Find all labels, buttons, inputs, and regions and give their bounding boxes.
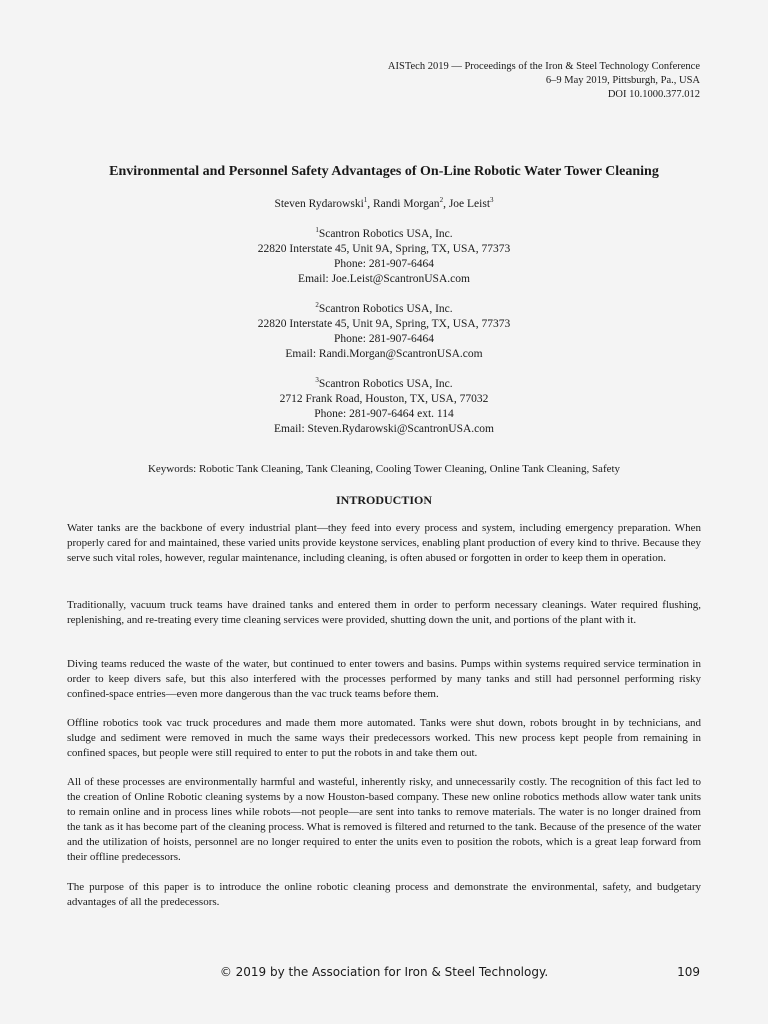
conference-header xyxy=(388,60,700,102)
affiliation-email: Email: Joe.Leist@ScantronUSA.com xyxy=(298,272,470,285)
doi: DOI 10.1000.377.012 xyxy=(607,89,700,100)
affiliation-address: 22820 Interstate 45, Unit 9A, Spring, TX, USA, 77373 xyxy=(257,317,511,330)
body-paragraph: All of these processes are environmentally harmful and wasteful, inherently risky, and unnecessarily costly. The recognition of this fact led to the creation of Online Robotic cleaning systems by a now Houston-based company. These new online robotics methods allow water tank units to remain online and in process lines while robots—not people—are sent into tanks to remove materials. The water is no longer drained from the tank as it has become part of the cleaning process. What is removed is filtered and returned to the tank. Because of the presence of the water and the utilization of hoists, personnel are no longer required to enter the units even to position the robots, which is a great leap forward from their offline predecessors. xyxy=(67,776,701,863)
author-list: Steven Rydarowski$^1$, Randi Morgan$^2$, Joe Leist$^3$ xyxy=(274,196,494,210)
affiliation-address: 2712 Frank Road, Houston, TX, USA, 77032 xyxy=(279,392,489,405)
keywords: Keywords: Robotic Tank Cleaning, Tank Cleaning, Cooling Tower Cleaning, Online Tank Cleaning, Safety xyxy=(147,463,621,475)
affiliation-org: Scantron Robotics USA, Inc. xyxy=(318,227,453,240)
affiliation-phone: Phone: 281-907-6464 xyxy=(334,257,434,270)
paper-title: Environmental and Personnel Safety Advantages of On-Line Robotic Water Tower Cleaning xyxy=(109,164,659,179)
conference-date-location: 6–9 May 2019, Pittsburgh, Pa., USA xyxy=(545,75,700,86)
page-number: 109 xyxy=(677,965,700,979)
body-paragraph: Offline robotics took vac truck procedures and made them more automated. Tanks were shut down, robots brought in by technicians, and sludge and sediment were removed in much the same ways their predecessors worked. This new process kept people from remaining in confined spaces, but people were still required to enter to put the robots in and take them out. xyxy=(67,717,701,759)
affiliation-email: Email: Steven.Rydarowski@ScantronUSA.com xyxy=(274,422,494,435)
affiliation-sup: 1 xyxy=(315,226,319,234)
copyright-footer: © 2019 by the Association for Iron & Steel Technology. xyxy=(219,965,549,979)
author-name: Joe Leist xyxy=(448,197,491,210)
affiliation-block xyxy=(60,223,708,287)
author-sup: 3 xyxy=(490,196,494,204)
section-heading: INTRODUCTION xyxy=(335,493,432,507)
affiliation-phone: Phone: 281-907-6464 xyxy=(334,332,434,345)
affiliation-address: 22820 Interstate 45, Unit 9A, Spring, TX, USA, 77373 xyxy=(257,242,511,255)
body-paragraph: The purpose of this paper is to introduce the online robotic cleaning process and demonstrate the environmental, safety, and budgetary advantages of all the predecessors. xyxy=(67,881,701,908)
affiliation-sup: 3 xyxy=(315,376,319,384)
author-name: Steven Rydarowski xyxy=(274,197,364,210)
affiliation-email: Email: Randi.Morgan@ScantronUSA.com xyxy=(285,347,483,360)
affiliation-sup: 2 xyxy=(315,301,319,309)
conference-name: AISTech 2019 — Proceedings of the Iron & Steel Technology Conference xyxy=(387,61,700,72)
author-sup: 2 xyxy=(439,196,444,204)
affiliation-block xyxy=(60,373,708,437)
affiliation-block xyxy=(60,298,708,362)
body-paragraph: Traditionally, vacuum truck teams have drained tanks and entered them in order to perform necessary cleanings. Water required flushing, replenishing, and re-treating every time cleaning services were provided, shutting down the unit, and portions of the plant with it. xyxy=(67,599,701,626)
affiliation-org: Scantron Robotics USA, Inc. xyxy=(318,377,453,390)
author-name: Randi Morgan xyxy=(373,197,440,210)
body-paragraph: Diving teams reduced the waste of the water, but continued to enter towers and basins. Pumps within systems required service termination in order to keep divers safe, but this also interfered with the processes performed by many tanks and still had personnel performing risky confined-space entries—even more dangerous than the vac truck teams before them. xyxy=(67,658,701,700)
author-sup: 1 xyxy=(363,196,368,204)
body-paragraph: Water tanks are the backbone of every industrial plant—they feed into every process and system, including emergency preparation. When properly cared for and maintained, these varied units provide keystone services, enabling plant production of every kind to thrive. Because they serve such vital roles, however, regular maintenance, including cleaning, is often abused or forgotten in order to keep them in operation. xyxy=(67,522,701,564)
affiliation-phone: Phone: 281-907-6464 ext. 114 xyxy=(314,407,454,420)
affiliation-org: Scantron Robotics USA, Inc. xyxy=(318,302,453,315)
